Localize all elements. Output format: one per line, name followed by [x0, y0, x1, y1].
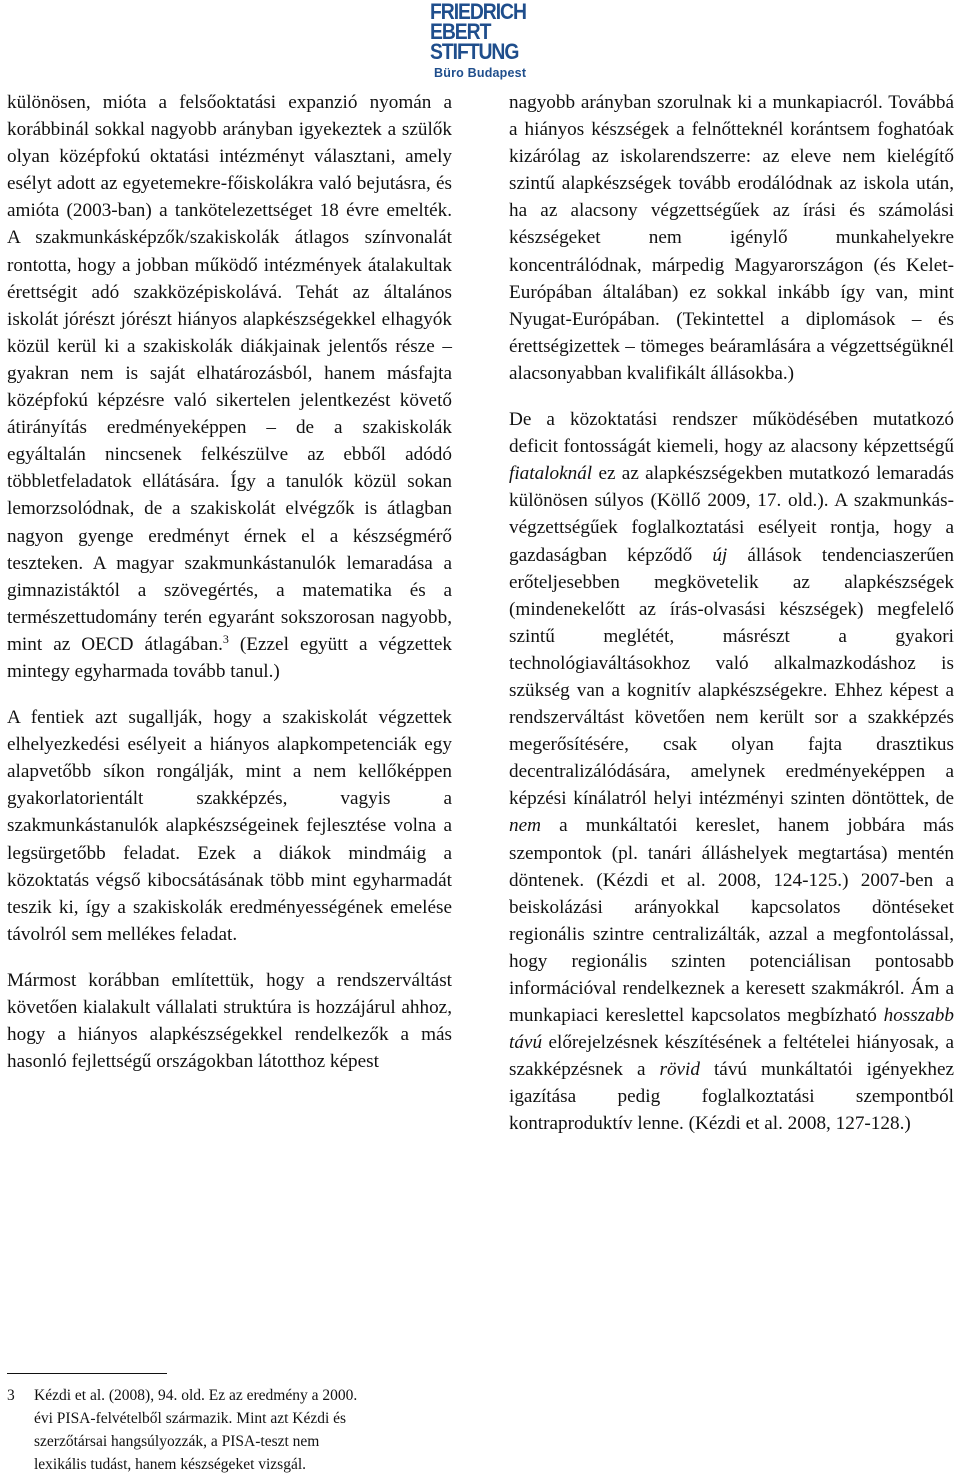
right-p2-text-f: távú munkáltatói igényekhez igazítása pedig foglalkoztatási szempontból kontraproduktív lenne. (Kézdi et al. 2008, 127-128.): [509, 1059, 954, 1135]
emphasis-rovid: rövid: [659, 1059, 700, 1081]
logo-line-ebert: EBERT: [430, 19, 491, 44]
right-p2-text-e: előrejelzésnek készítésének a feltételei hiányosak, a szakképzésnek a: [509, 1032, 954, 1081]
right-column: [509, 86, 954, 1138]
footnote-divider: [7, 1373, 167, 1374]
footnote-reference: 3: [222, 631, 229, 646]
emphasis-nem: nem: [509, 815, 541, 837]
left-paragraph-2: A fentiek azt sugallják, hogy a szakiskolát végzettek elhelyezkedési esélyeit a hiányos alapkompetenciák egy alapvetőbb síkon rongálják, mint a nem kellőképpen gyakorlatorientált szakképzés, vagyis a szakmunkástanulók alapkészségeinek fejlesztése volna a legsürgetőbb feladat. Ezek a diákok mindmáig a közoktatás végső kibocsátásának több mint egyharmadát teszik ki, így a szakiskolák eredményességének emelése távolról sem mellékes feladat.: [7, 707, 452, 945]
left-paragraph-3: Mármost korábban említettük, hogy a rendszerváltást követően kialakult vállalati struktúra is hozzájárul ahhoz, hogy a hiányos alapkészségekkel rendelkezők a más hasonló fejlettségű országokban látotthoz képest: [7, 969, 452, 1073]
footnote-line-2: évi PISA-felvételből származik. Mint azt Kézdi és: [34, 1410, 347, 1427]
left-paragraph-1: [7, 89, 452, 685]
right-p2-text-c: állások tendenciaszerűen erőteljesebben megkövetelik az alapkészségek (mindenekelőtt az írás-olvasási készségek) megfelelő szintű meglétét, másrészt a gyakori technológiaváltásokhoz való alkalmazkodáshoz is szükség van a kognitív alapkészségekre. Ehhez képest a rendszerváltást követően nem került sor a szakképzés megerősítésére, csak olyan fajta drasztikus decentralizálódására, amelynek eredményeképpen a képzési kínálatról helyi intézményi szinten döntöttek, de: [509, 544, 954, 810]
right-paragraph-1: nagyobb arányban szorulnak ki a munkapiacról. Továbbá a hiányos készségek a felnőtteknél korántsem foghatóak kizárólag az iskolarendszerre: az eleve nem kielégítő szintű alapkészségek tovább erodálódnak az iskola után, ha az alacsony végzettségűek az írási és számolási készségeket nem igénylő munkahelyekre koncentrálódnak, márpedig Magyarországon (és Kelet-Európában általában) ez sokkal inkább így van, mint Nyugat-Európában. (Tekintettel a diplomások – és érettségizettek – tömeges beáramlására a végzettségüknél alacsonyabban kvalifikált állásokba.): [509, 92, 954, 384]
left-p1-text: különösen, mióta a felsőoktatási expanzió nyomán a korábbinál sokkal nagyobb arányban igyekeztek a szülők olyan középfokú oktatási intézményt választani, amely esélyt adott az egyetemekre-főiskolákra való bejutásra, és amióta (2003-ban) a tankötelezettséget 18 évre emelték. A szakmunkásképzők/szakiskolák átlagos színvonalát rontotta, hogy a jobban működő intézmények átalakultak érettségit adó szakközépiskolává. Tehát az általános iskolát jórészt jórészt hiányos alapkészségekkel elhagyók közül kerül ki a szakiskolák diákjainak jelentős része – gyakran nem is saját elhatározásból, hanem másfajta középfokú képzésre való sikertelen jelentkezést követő átirányítás eredményeképpen – de a szakiskolák egyáltalán nincsenek felkészülve az ebből adódó többletfeladatok ellátására. Így a tanulók közül sokan lemorzsolódnak, de a szakiskolát elvégzők is átlagban nagyon gyenge eredményt érnek el a készségmérő teszteken. A magyar szakmunkástanulók lemaradása a gimnazistáktól a szövegértés, a matematika és a természettudomány terén egyaránt sokszorosan nagyobb, mint az OECD átlagában.: [7, 92, 452, 655]
footnote-number: 3: [7, 1387, 15, 1404]
emphasis-uj: új: [712, 544, 728, 566]
fes-logo: [430, 2, 530, 84]
footnote-line-3: szerzőtársai hangsúlyozzák, a PISA-teszt nem: [34, 1433, 320, 1450]
left-column: [7, 86, 452, 1075]
footnote: [7, 1384, 457, 1476]
left-p1-text-end: (Ezzel együtt a végzettek mintegy egyharmada tovább tanul.): [7, 633, 453, 682]
right-p2-text-b: ez az alapkészségekben mutatkozó lemaradás különösen súlyos (Köllő 2009, 17. old.). A szakmunkás-végzettségűek foglalkoztatási esélyeit rontja, hogy a gazdaságban képződő: [509, 463, 954, 566]
emphasis-fiataloknal: fiataloknál: [509, 463, 593, 485]
right-p2-text-a: De a közoktatási rendszer működésében mutatkozó deficit fontosságát kiemeli, hogy az alacsony képzettségű: [509, 409, 954, 458]
logo-line-stiftung: STIFTUNG: [430, 39, 519, 64]
footnote-line-1: Kézdi et al. (2008), 94. old. Ez az eredmény a 2000.: [34, 1387, 358, 1404]
emphasis-hosszabb-tavu: hosszabb távú: [509, 1005, 954, 1054]
logo-line-buro-budapest: Büro Budapest: [434, 66, 527, 80]
right-p2-text-d: a munkáltatói kereslet, hanem jobbára más szempontok (pl. tanári álláshelyek megtartása) mentén döntenek. (Kézdi et al. 2008, 124-125.) 2007-ben a beiskolázási arányokkal kapcsolatos döntéseket regionális szintre centralizálták, azzal a megfontolással, hogy regionális szinten potenciálisan pontosabb információval rendelkeznek a keresett szakmákról. Ám a munkapiaci kereslettel kapcsolatos megbízható: [509, 815, 954, 1027]
right-paragraph-2: [509, 406, 954, 1138]
footnote-line-4: lexikális tudást, hanem készségeket vizsgál.: [34, 1456, 307, 1473]
logo-line-friedrich: FRIEDRICH: [430, 0, 526, 24]
